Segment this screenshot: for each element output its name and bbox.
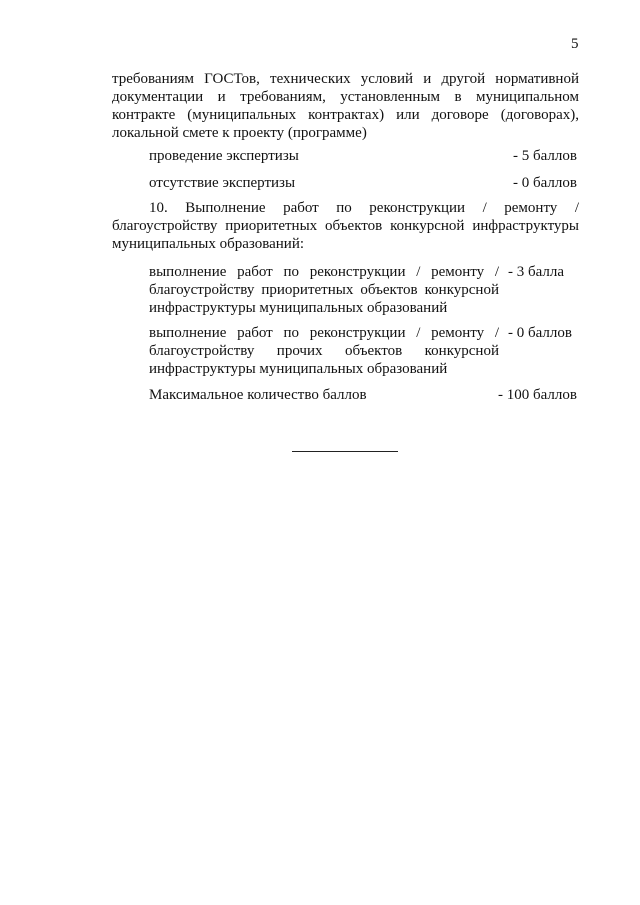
maximum-score: - 100 баллов: [498, 387, 577, 403]
expertise-absent-label: отсутствие экспертизы: [149, 175, 296, 191]
intro-paragraph: требованиям ГОСТов, технических условий и другой нормативной документации и требованиям, установленным в муниципальном контракте (муниципальных контрактах) или договоре (договорах), локальной смете к проекту (программе): [112, 71, 579, 141]
other-objects-score: - 0 баллов: [508, 325, 572, 341]
priority-objects-score: - 3 балла: [508, 264, 565, 280]
expertise-absent-score: - 0 баллов: [513, 175, 577, 191]
end-separator-line: [292, 451, 398, 452]
criterion-10-heading: 10. Выполнение работ по реконструкции / ремонту / благоустройству приоритетных объектов конкурсной инфраструктуры муниципальных образований:: [112, 200, 579, 252]
page-number: 5: [571, 36, 579, 52]
expertise-conducted-label: проведение экспертизы: [149, 148, 299, 164]
other-objects-label: выполнение работ по реконструкции / ремонту / благоустройству прочих объектов конкурсной инфраструктуры муниципальных образований: [149, 325, 499, 377]
expertise-conducted-score: - 5 баллов: [513, 148, 577, 164]
maximum-label: Максимальное количество баллов: [149, 387, 367, 403]
priority-objects-label: выполнение работ по реконструкции / ремонту / благоустройству приоритетных объектов конкурсной инфраструктуры муниципальных образований: [149, 264, 499, 316]
